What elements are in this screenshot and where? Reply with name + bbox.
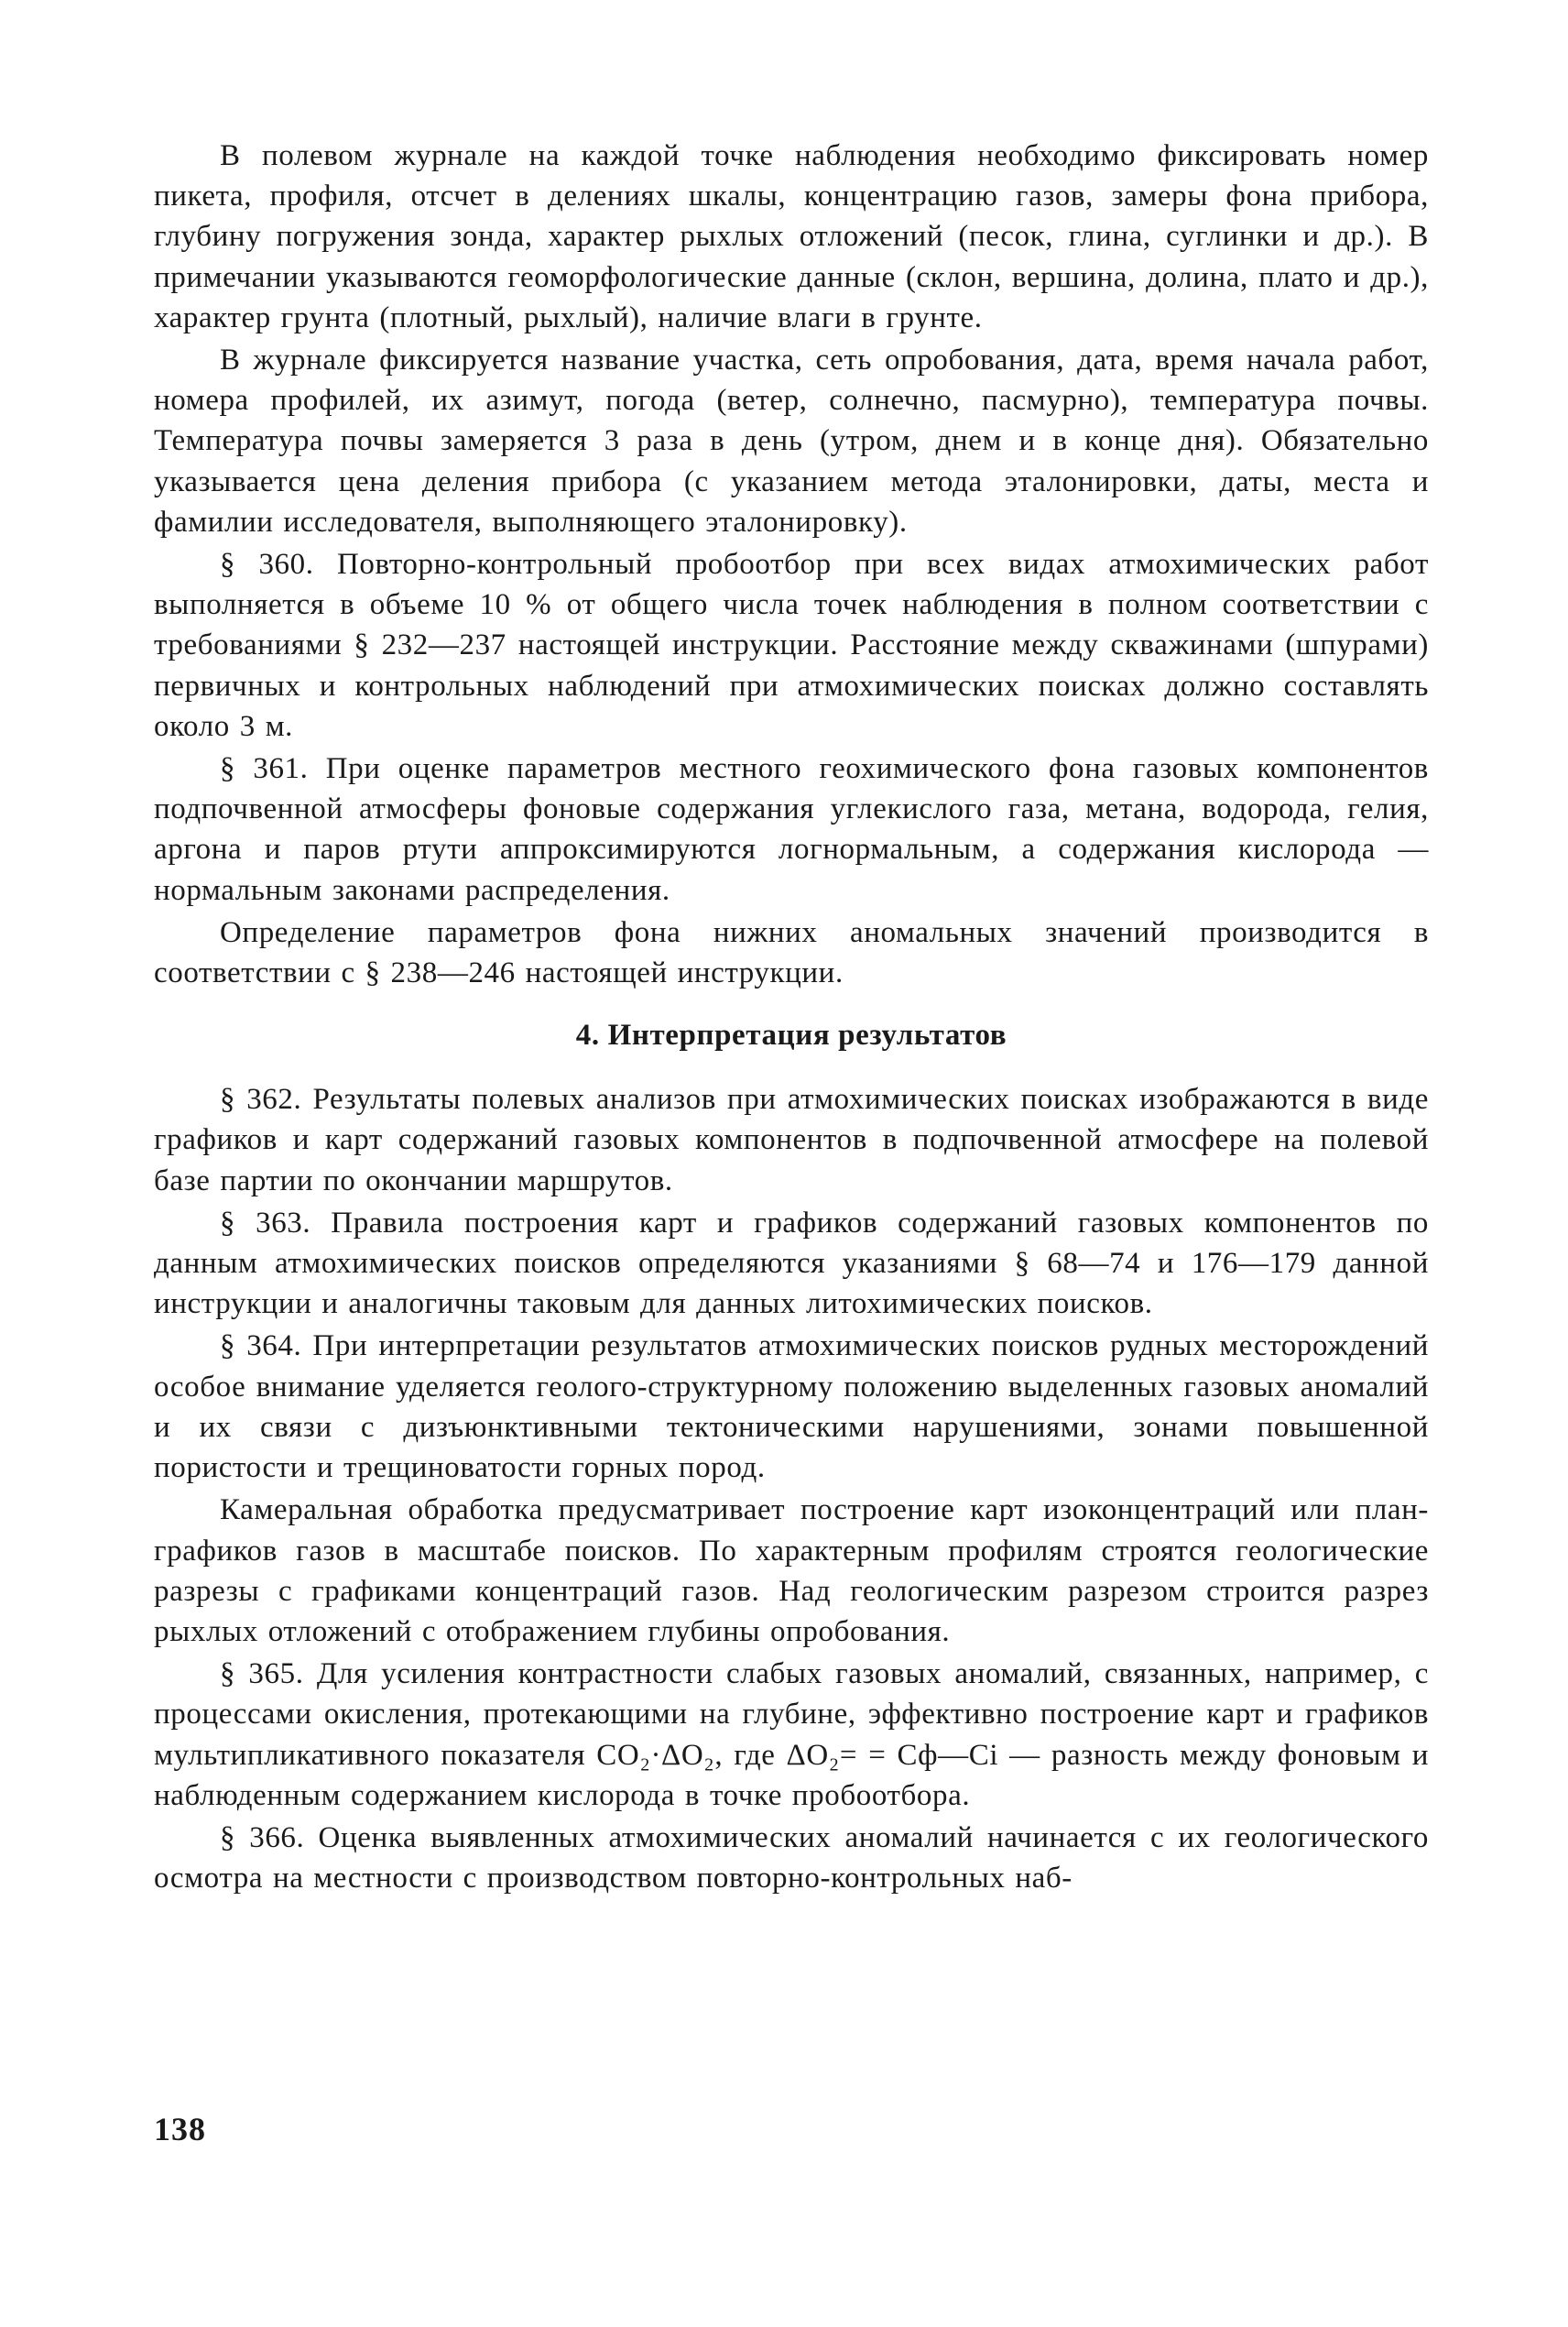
text-column <box>154 136 1429 1898</box>
paragraph-cameral-processing: Камеральная обработка предусматривает построение карт изоконцентраций или план-графиков газов в масштабе поисков. По характерным профилям строятся геологические разрезы с графиками концентраций газов. Над геологическим разрезом строится разрез рыхлых отложений с отображением глубины опробования. <box>154 1493 1429 1648</box>
paragraph-section-363: § 363. Правила построения карт и графиков содержаний газовых компонентов по данным атмохимических поисков определяются указаниями § 68—74 и 176—179 данной инструкции и аналогичны таковым для данных литохимических поисков. <box>154 1206 1429 1321</box>
paragraph-section-360: § 360. Повторно-контрольный пробоотбор при всех видах атмохимических работ выполняется в объеме 10 % от общего числа точек наблюдения в полном соответствии с требованиями § 232—237 настоящей инструкции. Расстояние между скважинами (шпурами) первичных и контрольных наблюдений при атмохимических поисках должно составлять около 3 м. <box>154 548 1429 743</box>
paragraph-section-366: § 366. Оценка выявленных атмохимических аномалий начинается с их геологического осмотра на местности с производством повторно-контрольных наб- <box>154 1820 1429 1895</box>
paragraph-section-361: § 361. При оценке параметров местного геохимического фона газовых компонентов подпочвенной атмосферы фоновые содержания углекислого газа, метана, водорода, гелия, аргона и паров ртути аппроксимируются логнормальным, а содержания кислорода — нормальным законами распределения. <box>154 752 1429 907</box>
paragraph-section-364: § 364. При интерпретации результатов атмохимических поисков рудных месторождений особое внимание уделяется геолого-структурному положению выделенных газовых аномалий и их связи с дизъюнктивными тектоническими нарушениями, зонами повышенной пористости и трещиноватости горных пород. <box>154 1329 1429 1485</box>
section-heading: 4. Интерпретация результатов <box>575 1019 1007 1053</box>
paragraph-section-362: § 362. Результаты полевых анализов при атмохимических поисках изображаются в виде графиков и карт содержаний газовых компонентов в подпочвенной атмосфере на полевой базе партии по окончании маршрутов. <box>154 1083 1429 1197</box>
paragraph-background-params: Определение параметров фона нижних аномальных значений производится в соответствии с § 238—246 настоящей инструкции. <box>154 915 1429 990</box>
paragraph-field-journal: В полевом журнале на каждой точке наблюдения необходимо фиксировать номер пикета, профиля, отсчет в делениях шкалы, концентрацию газов, замеры фона прибора, глубину погружения зонда, характер рыхлых отложений (песок, глина, суглинки и др.). В примечании указываются геоморфологические данные (склон, вершина, долина, плато и др.), характер грунта (плотный, рыхлый), наличие влаги в грунте. <box>154 139 1429 334</box>
paragraph-section-365: § 365. Для усиления контрастности слабых газовых аномалий, связанных, например, с процессами окисления, протекающими на глубине, эффективно построение карт и графиков мультипликативного показателя CO₂·ΔO₂, где ΔO₂= = Cф—Ci — разность между фоновым и наблюденным содержанием кислорода в точке пробоотбора. <box>154 1657 1429 1812</box>
paragraph-journal-header: В журнале фиксируется название участка, сеть опробования, дата, время начала работ, номера профилей, их азимут, погода (ветер, солнечно, пасмурно), температура почвы. Температура почвы замеряется 3 раза в день (утром, днем и в конце дня). Обязательно указывается цена деления прибора (с указанием метода эталонировки, даты, места и фамилии исследователя, выполняющего эталонировку). <box>154 344 1429 539</box>
page-number: 138 <box>154 2111 206 2147</box>
